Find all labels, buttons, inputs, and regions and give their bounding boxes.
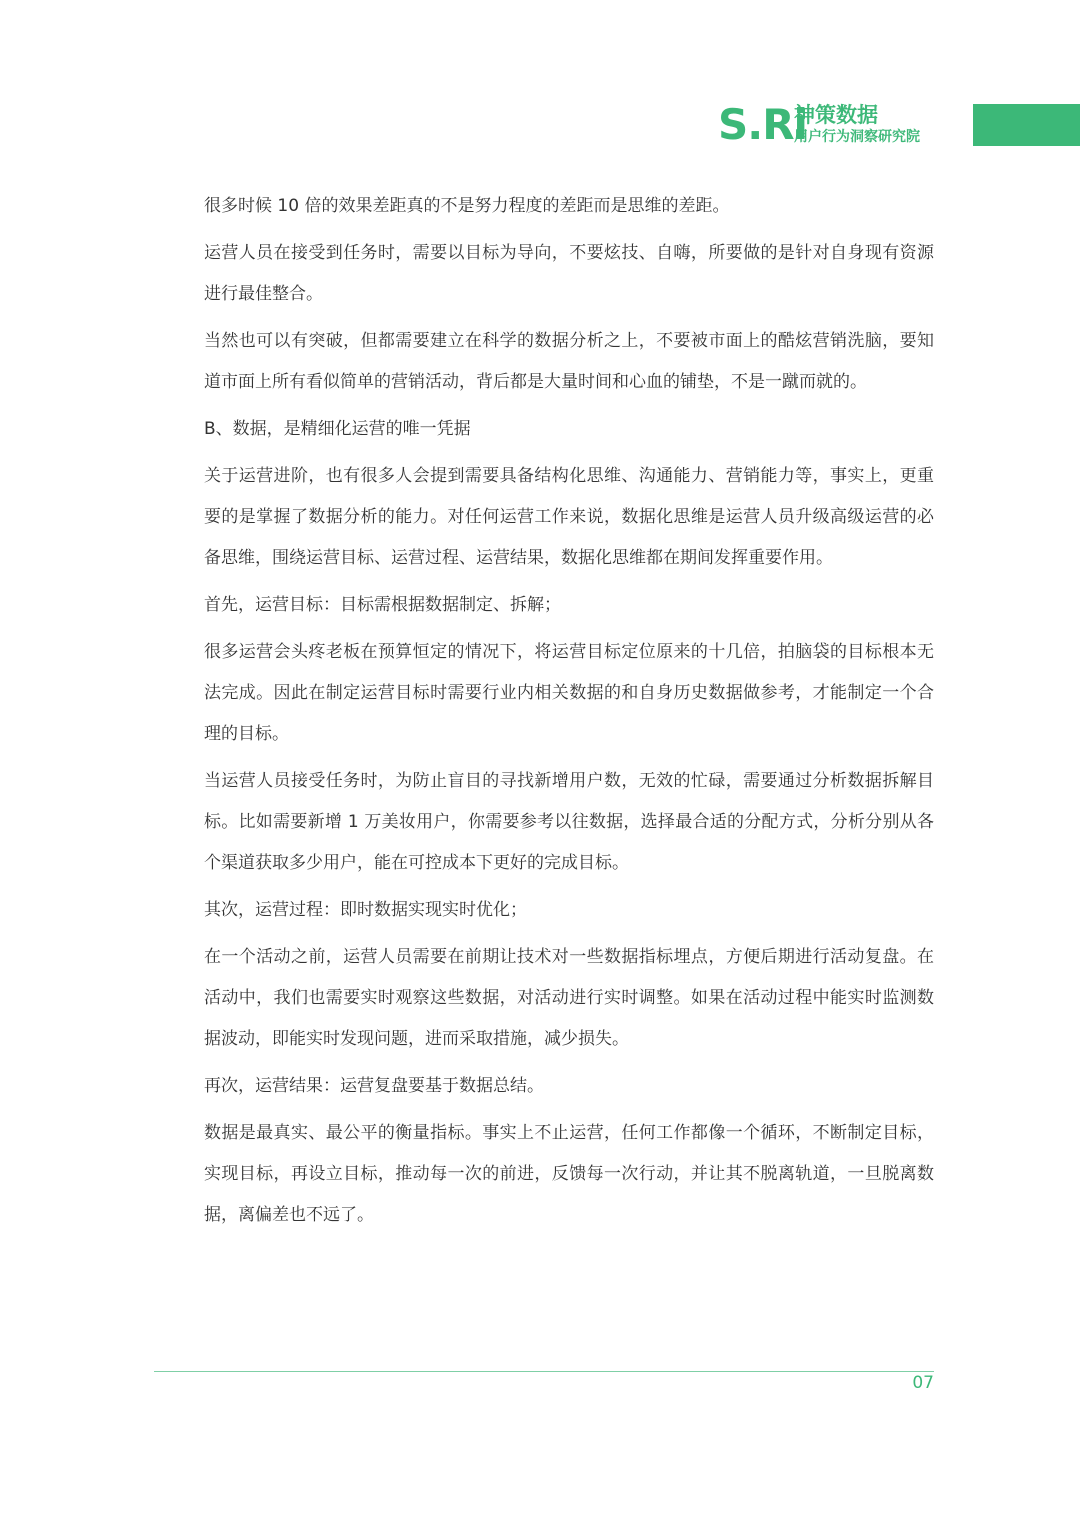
paragraph: 当运营人员接受任务时，为防止盲目的寻找新增用户数，无效的忙碌，需要通过分析数据拆解目标。比如需要新增 1 万美妆用户，你需要参考以往数据，选择最合适的分配方式，分析分别从各个渠道获取多少用户，能在可控成本下更好的完成目标。 bbox=[204, 771, 934, 873]
subheading: 首先，运营目标：目标需根据数据制定、拆解； bbox=[204, 595, 561, 615]
article-body bbox=[204, 186, 934, 1242]
paragraph: 很多时候 10 倍的效果差距真的不是努力程度的差距而是思维的差距。 bbox=[204, 196, 730, 216]
paragraph: 很多运营会头疼老板在预算恒定的情况下，将运营目标定位原来的十几倍，拍脑袋的目标根本无法完成。因此在制定运营目标时需要行业内相关数据的和自身历史数据做参考，才能制定一个合理的目标。 bbox=[204, 642, 934, 744]
logo-mark: S.Ri bbox=[718, 100, 807, 149]
brand-logo bbox=[718, 101, 958, 149]
header-accent-bar bbox=[973, 104, 1080, 146]
subheading: 再次，运营结果：运营复盘要基于数据总结。 bbox=[204, 1076, 544, 1096]
paragraph: 关于运营进阶，也有很多人会提到需要具备结构化思维、沟通能力、营销能力等，事实上，更重要的是掌握了数据分析的能力。对任何运营工作来说，数据化思维是运营人员升级高级运营的必备思维，围绕运营目标、运营过程、运营结果，数据化思维都在期间发挥重要作用。 bbox=[204, 466, 934, 568]
footer-divider bbox=[154, 1371, 934, 1372]
section-heading: B、数据，是精细化运营的唯一凭据 bbox=[204, 419, 471, 439]
page-number: 07 bbox=[912, 1373, 934, 1393]
brand-name: 神策数据 bbox=[794, 103, 878, 127]
paragraph: 数据是最真实、最公平的衡量指标。事实上不止运营，任何工作都像一个循环，不断制定目标，实现目标，再设立目标，推动每一次的前进，反馈每一次行动，并让其不脱离轨道，一旦脱离数据，离偏差也不远了。 bbox=[204, 1123, 934, 1225]
brand-subtitle: 用户行为洞察研究院 bbox=[794, 129, 920, 145]
paragraph: 当然也可以有突破，但都需要建立在科学的数据分析之上，不要被市面上的酷炫营销洗脑，要知道市面上所有看似简单的营销活动，背后都是大量时间和心血的铺垫，不是一蹴而就的。 bbox=[204, 331, 934, 392]
subheading: 其次，运营过程：即时数据实现实时优化； bbox=[204, 900, 527, 920]
paragraph: 运营人员在接受到任务时，需要以目标为导向，不要炫技、自嗨，所要做的是针对自身现有资源进行最佳整合。 bbox=[204, 243, 934, 304]
paragraph: 在一个活动之前，运营人员需要在前期让技术对一些数据指标埋点，方便后期进行活动复盘。在活动中，我们也需要实时观察这些数据，对活动进行实时调整。如果在活动过程中能实时监测数据波动，即能实时发现问题，进而采取措施，减少损失。 bbox=[204, 947, 934, 1049]
